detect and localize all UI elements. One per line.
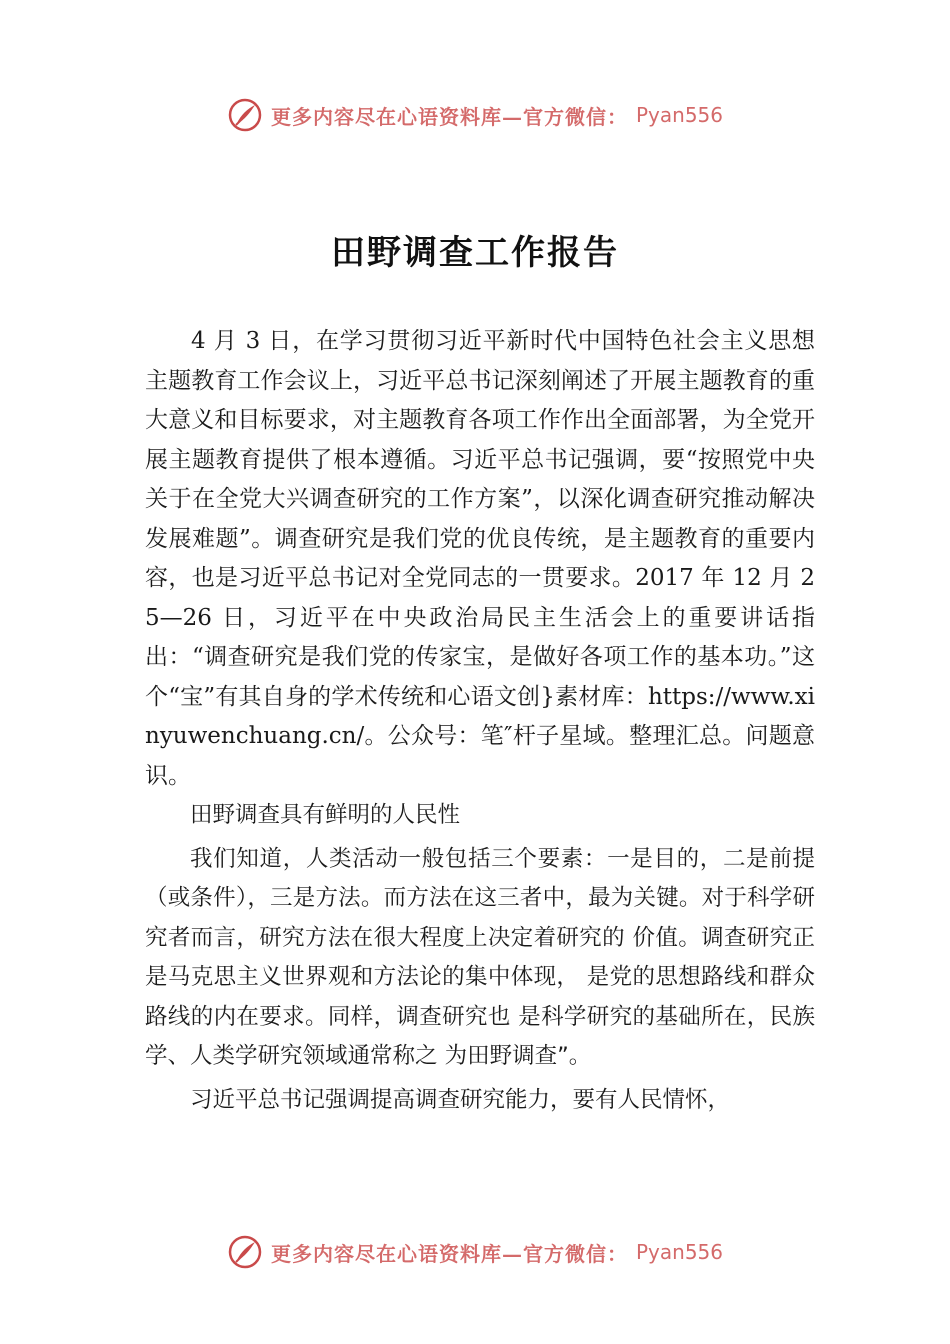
header-wechat-id: Pyan556 xyxy=(635,103,723,127)
document-title: 田野调查工作报告 xyxy=(331,232,619,273)
footer-wechat-id: Pyan556 xyxy=(635,1240,723,1264)
document-body xyxy=(145,322,815,1120)
footer-banner xyxy=(0,1232,950,1272)
section-heading: 田野调查具有鲜明的人民性 xyxy=(190,802,461,828)
quill-logo-icon xyxy=(227,1234,263,1270)
footer-banner-text: 更多内容尽在心语资料库—官方微信： xyxy=(270,1241,628,1266)
quill-logo-icon xyxy=(227,97,263,133)
header-banner xyxy=(0,95,950,135)
header-banner-text: 更多内容尽在心语资料库—官方微信： xyxy=(270,104,628,129)
paragraph-1: 4 月 3 日，在学习贯彻习近平新时代中国特色社会主义思想主题教育工作会议上，习近平总书记深刻阐述了开展主题教育的重大意义和目标要求，对主题教育各项工作作出全面部署，为全党开展主题教育提供了根本遵循。习近平总书记强调，要“按照党中央关于在全党大兴调查研究的工作方案”，以深化调查研究推动解决发展难题”。调查研究是我们党的优良传统，是主题教育的重要内容，也是习近平总书记对全党同志的一贯要求。2017 年 12 月 25—26 日，习近平在中央政治局民主生活会上的重要讲话指出：“调查研究是我们党的传家宝，是做好各项工作的基本功。”这个“宝”有其自身的学术传统和心语文创}素材库：https://www.xinyuwenchuang.cn/。公众号：笔″杆子星域。整理汇总。问题意识。 xyxy=(145,328,815,789)
paragraph-2: 我们知道，人类活动一般包括三个要素：一是目的，二是前提（或条件），三是方法。而方法在这三者中，最为关键。对于科学研究者而言，研究方法在很大程度上决定着研究的 价值。调查研究正是马克思主义世界观和方法论的集中体现， 是党的思想路线和群众路线的内在要求。同样，调查研究也 是科学研究的基础所在，民族学、人类学研究领域通常称之 为田野调查”。 xyxy=(145,845,815,1069)
paragraph-3: 习近平总书记强调提高调查研究能力，要有人民情怀， xyxy=(190,1086,731,1113)
